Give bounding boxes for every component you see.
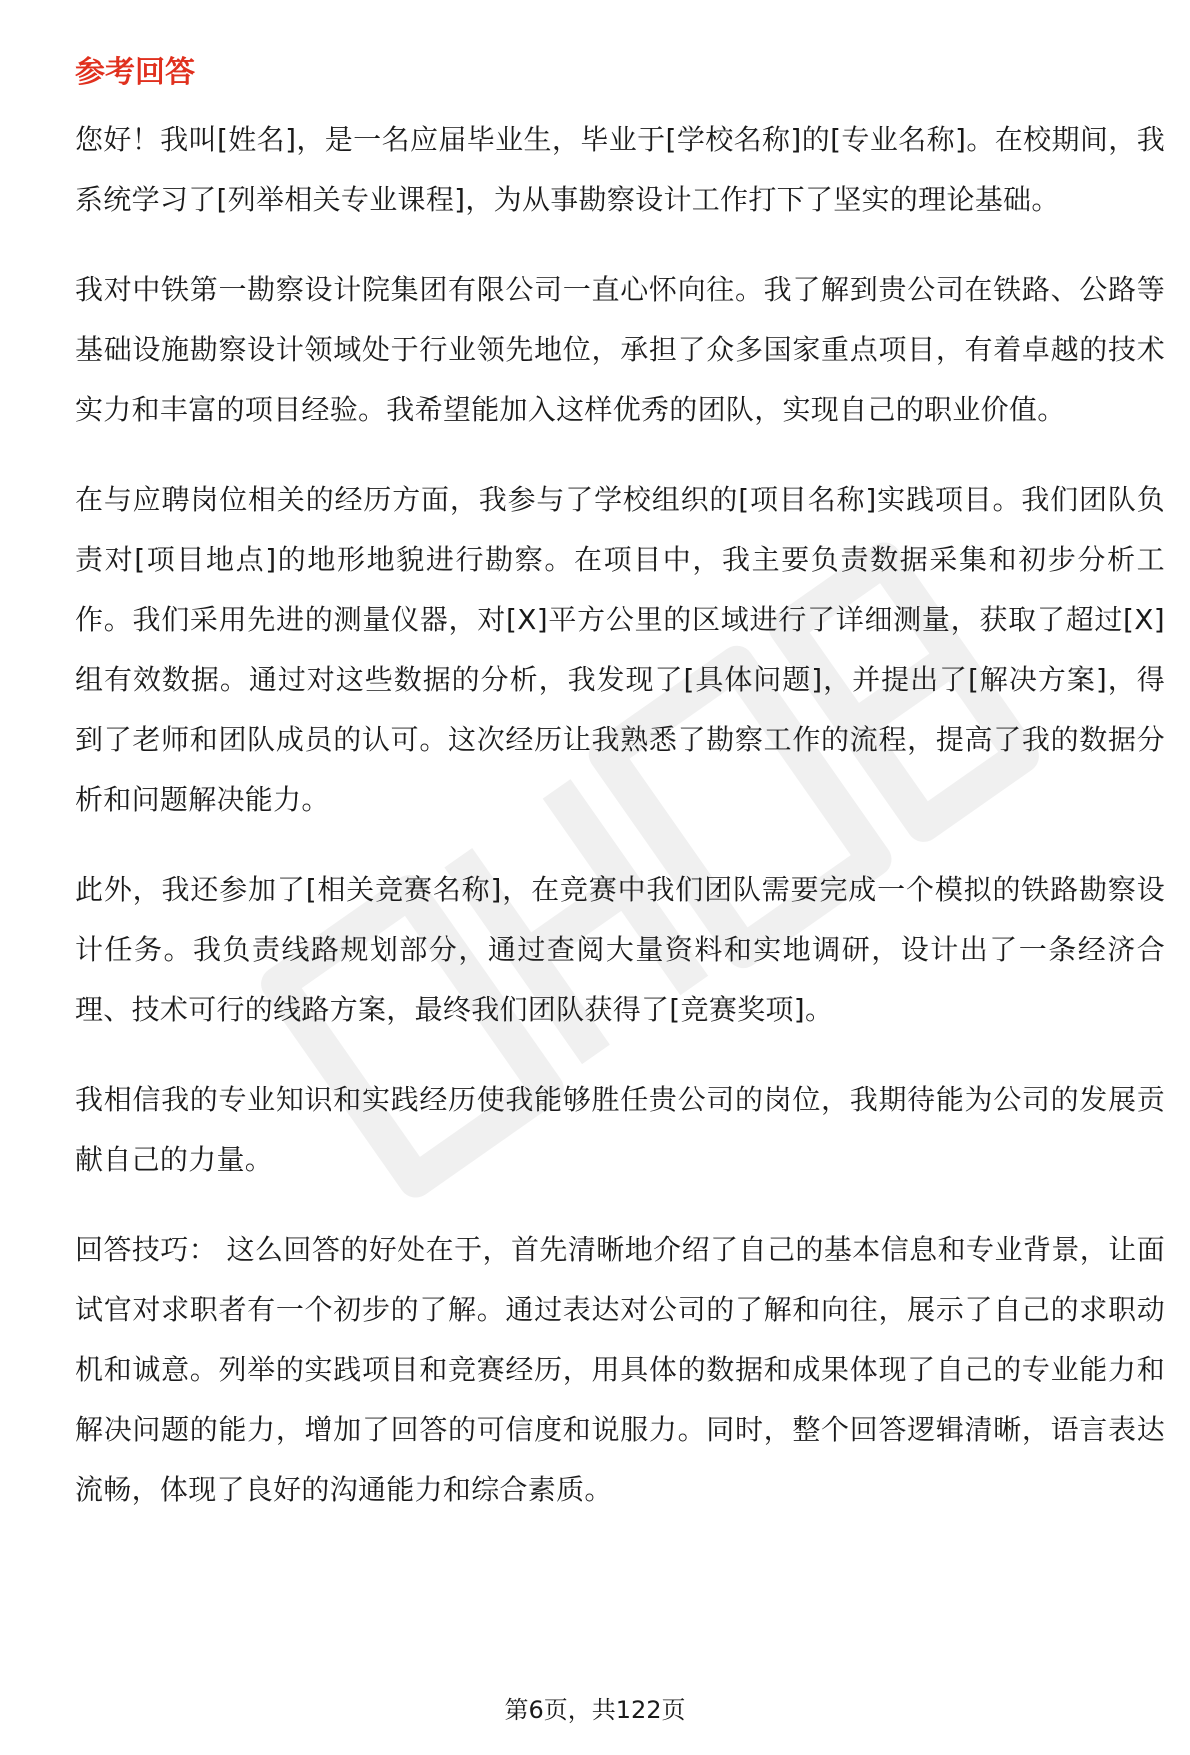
document-page — [75, 48, 1165, 1550]
section-heading: 参考回答 — [75, 55, 195, 90]
page-number: 第6页，共122页 — [504, 1696, 686, 1724]
paragraph-conclusion: 我相信我的专业知识和实践经历使我能够胜任贵公司的岗位，我期待能为公司的发展贡献自己的力量。 — [75, 1083, 1165, 1176]
paragraph-intro: 您好！我叫[姓名]，是一名应届毕业生，毕业于[学校名称]的[专业名称]。在校期间，我系统学习了[列举相关专业课程]，为从事勘察设计工作打下了坚实的理论基础。 — [75, 123, 1165, 216]
paragraph-tips: 回答技巧： 这么回答的好处在于，首先清晰地介绍了自己的基本信息和专业背景，让面试官对求职者有一个初步的了解。通过表达对公司的了解和向往，展示了自己的求职动机和诚意。列举的实践项目和竞赛经历，用具体的数据和成果体现了自己的专业能力和解决问题的能力，增加了回答的可信度和说服力。同时，整个回答逻辑清晰，语言表达流畅，体现了良好的沟通能力和综合素质。 — [75, 1233, 1165, 1506]
paragraph-company: 我对中铁第一勘察设计院集团有限公司一直心怀向往。我了解到贵公司在铁路、公路等基础设施勘察设计领域处于行业领先地位，承担了众多国家重点项目，有着卓越的技术实力和丰富的项目经验。我希望能加入这样优秀的团队，实现自己的职业价值。 — [75, 273, 1165, 426]
paragraph-experience: 在与应聘岗位相关的经历方面，我参与了学校组织的[项目名称]实践项目。我们团队负责对[项目地点]的地形地貌进行勘察。在项目中，我主要负责数据采集和初步分析工作。我们采用先进的测量仪器，对[X]平方公里的区域进行了详细测量，获取了超过[X]组有效数据。通过对这些数据的分析，我发现了[具体问题]，并提出了[解决方案]，得到了老师和团队成员的认可。这次经历让我熟悉了勘察工作的流程，提高了我的数据分析和问题解决能力。 — [75, 483, 1165, 816]
paragraph-competition: 此外，我还参加了[相关竞赛名称]，在竞赛中我们团队需要完成一个模拟的铁路勘察设计任务。我负责线路规划部分，通过查阅大量资料和实地调研，设计出了一条经济合理、技术可行的线路方案，最终我们团队获得了[竞赛奖项]。 — [75, 873, 1165, 1026]
